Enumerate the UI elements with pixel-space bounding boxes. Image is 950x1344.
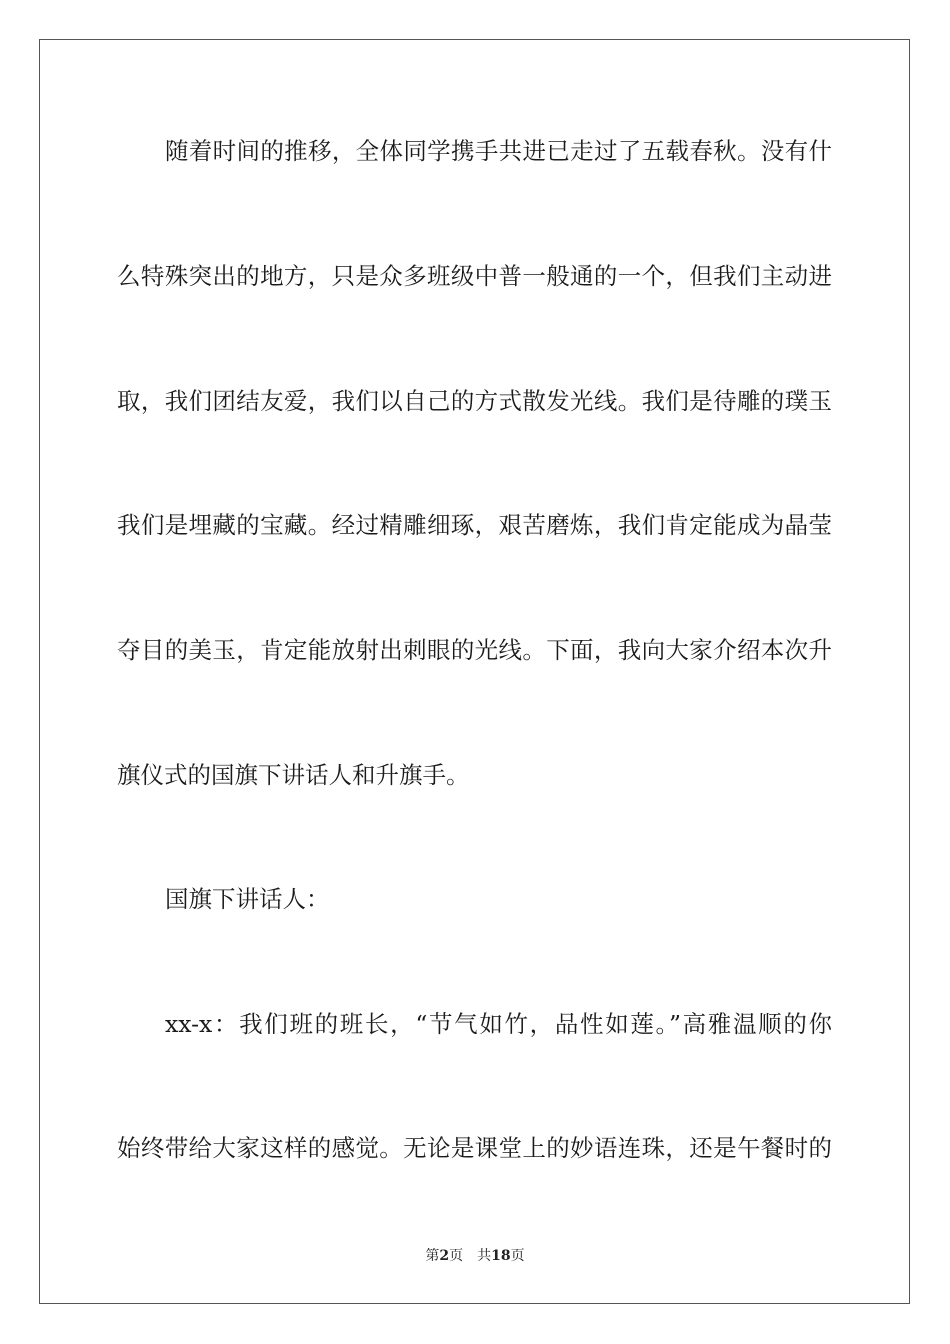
paragraph-line-1: 随着时间的推移，全体同学携手共进已走过了五载春秋。没有什 bbox=[165, 137, 832, 165]
paragraph-line-6: 旗仪式的国旗下讲话人和升旗手。 bbox=[117, 761, 470, 789]
page-footer bbox=[0, 1247, 950, 1265]
footer-total-prefix: 共 bbox=[477, 1248, 492, 1264]
footer-total-suffix: 页 bbox=[510, 1248, 525, 1264]
footer-page-prefix: 第 bbox=[425, 1248, 440, 1264]
paragraph-line-8: xx-x：我们班的班长，“节气如竹，品性如莲。”高雅温顺的你 bbox=[165, 1010, 832, 1038]
paragraph-line-3: 取，我们团结友爱，我们以自己的方式散发光线。我们是待雕的璞玉 bbox=[117, 387, 832, 415]
paragraph-line-5: 夺目的美玉，肯定能放射出刺眼的光线。下面，我向大家介绍本次升 bbox=[117, 636, 832, 664]
footer-page-number: 2 bbox=[439, 1248, 450, 1264]
footer-page-suffix: 页 bbox=[449, 1248, 464, 1264]
paragraph-line-2: 么特殊突出的地方，只是众多班级中普一般通的一个，但我们主动进 bbox=[117, 262, 832, 290]
page-border bbox=[39, 39, 910, 1304]
paragraph-line-9: 始终带给大家这样的感觉。无论是课堂上的妙语连珠，还是午餐时的 bbox=[117, 1134, 832, 1162]
section-heading-speaker: 国旗下讲话人： bbox=[165, 885, 330, 913]
footer-total-pages: 18 bbox=[491, 1248, 511, 1264]
paragraph-line-4: 我们是埋藏的宝藏。经过精雕细琢，艰苦磨炼，我们肯定能成为晶莹 bbox=[117, 511, 832, 539]
